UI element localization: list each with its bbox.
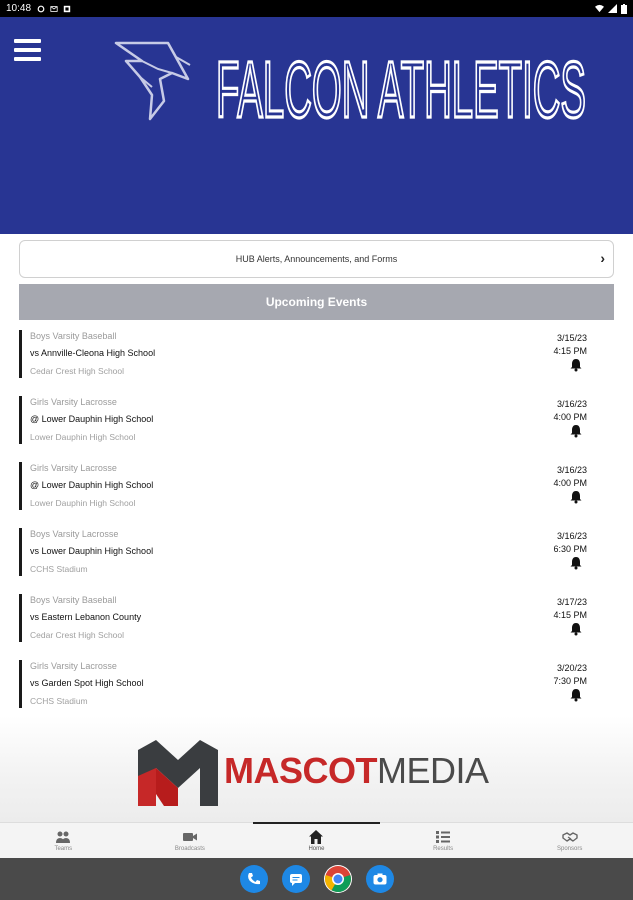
sponsor-banner[interactable]: [0, 716, 633, 822]
battery-icon: [621, 4, 627, 14]
event-opponent: vs Lower Dauphin High School: [30, 546, 154, 556]
event-accent-bar: [19, 594, 22, 642]
tab-home[interactable]: [253, 823, 380, 858]
settings-icon: [37, 5, 45, 13]
event-opponent: vs Annville-Cleona High School: [30, 348, 156, 358]
event-date: 3/20/23: [556, 663, 587, 673]
teams-icon: [55, 829, 71, 845]
event-date: 3/15/23: [556, 333, 587, 343]
messages-app-button[interactable]: [282, 865, 310, 893]
chrome-app-button[interactable]: [324, 865, 352, 893]
event-item[interactable]: [0, 460, 633, 526]
hamburger-menu-button[interactable]: [14, 39, 41, 61]
upcoming-events-header: [19, 284, 614, 320]
event-sport: Boys Varsity Baseball: [30, 595, 117, 605]
bottom-tab-bar: [0, 822, 633, 858]
hub-alerts-button[interactable]: [19, 240, 614, 278]
event-sport: Girls Varsity Lacrosse: [30, 397, 117, 407]
event-opponent: vs Eastern Lebanon County: [30, 612, 142, 622]
event-time: 4:00 PM: [553, 478, 587, 488]
camera-icon: [372, 871, 388, 887]
messages-icon: [288, 871, 304, 887]
bell-icon[interactable]: [569, 622, 583, 636]
tab-label: Teams: [54, 846, 73, 852]
event-accent-bar: [19, 396, 22, 444]
phone-app-button[interactable]: [240, 865, 268, 893]
tab-results[interactable]: [380, 823, 507, 858]
event-item[interactable]: [0, 526, 633, 592]
event-item[interactable]: [0, 394, 633, 460]
event-location: Cedar Crest High School: [30, 366, 125, 376]
bell-icon[interactable]: [569, 490, 583, 504]
event-date: 3/16/23: [556, 399, 587, 409]
events-list: [0, 328, 633, 724]
hub-alerts-label: HUB Alerts, Announcements, and Forms: [235, 254, 398, 264]
event-sport: Girls Varsity Lacrosse: [30, 463, 117, 473]
event-time: 4:15 PM: [553, 610, 587, 620]
tab-broadcasts[interactable]: [127, 823, 254, 858]
event-item[interactable]: [0, 658, 633, 724]
chevron-right-icon: ›: [600, 250, 605, 266]
signal-icon: [608, 4, 617, 13]
sponsor-name-part2: MEDIA: [377, 750, 489, 791]
event-date: 3/17/23: [556, 597, 587, 607]
event-sport: Boys Varsity Baseball: [30, 331, 117, 341]
event-accent-bar: [19, 528, 22, 576]
menu-line: [14, 57, 41, 61]
event-opponent: vs Garden Spot High School: [30, 678, 144, 688]
event-date: 3/16/23: [556, 531, 587, 541]
tab-teams[interactable]: [0, 823, 127, 858]
event-accent-bar: [19, 330, 22, 378]
notification-icon: [63, 5, 71, 13]
falcon-logo-icon: [110, 39, 192, 121]
bell-icon[interactable]: [569, 424, 583, 438]
mail-icon: [50, 5, 58, 13]
bell-icon[interactable]: [569, 556, 583, 570]
event-accent-bar: [19, 462, 22, 510]
camera-app-button[interactable]: [366, 865, 394, 893]
event-opponent: @ Lower Dauphin High School: [30, 414, 154, 424]
wifi-icon: [595, 4, 604, 13]
event-sport: Girls Varsity Lacrosse: [30, 661, 117, 671]
event-location: CCHS Stadium: [30, 564, 88, 574]
event-item[interactable]: [0, 592, 633, 658]
phone-icon: [246, 871, 262, 887]
tab-label: Sponsors: [556, 846, 583, 852]
event-time: 4:00 PM: [553, 412, 587, 422]
event-sport: Boys Varsity Lacrosse: [30, 529, 119, 539]
event-location: Lower Dauphin High School: [30, 432, 136, 442]
event-time: 4:15 PM: [553, 346, 587, 356]
event-location: Cedar Crest High School: [30, 630, 125, 640]
tab-label: Results: [433, 846, 454, 852]
event-time: 6:30 PM: [553, 544, 587, 554]
event-opponent: @ Lower Dauphin High School: [30, 480, 154, 490]
app-header: [0, 17, 633, 234]
brand-title: [216, 31, 596, 141]
video-camera-icon: [182, 829, 198, 845]
event-location: Lower Dauphin High School: [30, 498, 136, 508]
sponsor-name: [224, 750, 489, 792]
menu-line: [14, 48, 41, 52]
status-time: 10:48: [6, 3, 32, 14]
mascot-media-logo-icon: [136, 736, 220, 810]
home-icon: [308, 829, 324, 845]
upcoming-events-title: Upcoming Events: [265, 295, 368, 309]
list-icon: [435, 829, 451, 845]
tab-label: Broadcasts: [174, 846, 205, 852]
sponsor-name-part1: MASCOT: [224, 750, 377, 791]
event-date: 3/16/23: [556, 465, 587, 475]
status-bar: [0, 0, 633, 17]
event-time: 7:30 PM: [553, 676, 587, 686]
event-location: CCHS Stadium: [30, 696, 88, 706]
menu-line: [14, 39, 41, 43]
handshake-icon: [562, 829, 578, 845]
svg-text:FALCON ATHLETICS: FALCON ATHLETICS: [216, 45, 586, 134]
event-accent-bar: [19, 660, 22, 708]
system-dock: [0, 858, 633, 900]
event-item[interactable]: [0, 328, 633, 394]
bell-icon[interactable]: [569, 358, 583, 372]
tab-sponsors[interactable]: [506, 823, 633, 858]
bell-icon[interactable]: [569, 688, 583, 702]
tab-label: Home: [308, 846, 325, 852]
chrome-icon: [324, 865, 352, 893]
